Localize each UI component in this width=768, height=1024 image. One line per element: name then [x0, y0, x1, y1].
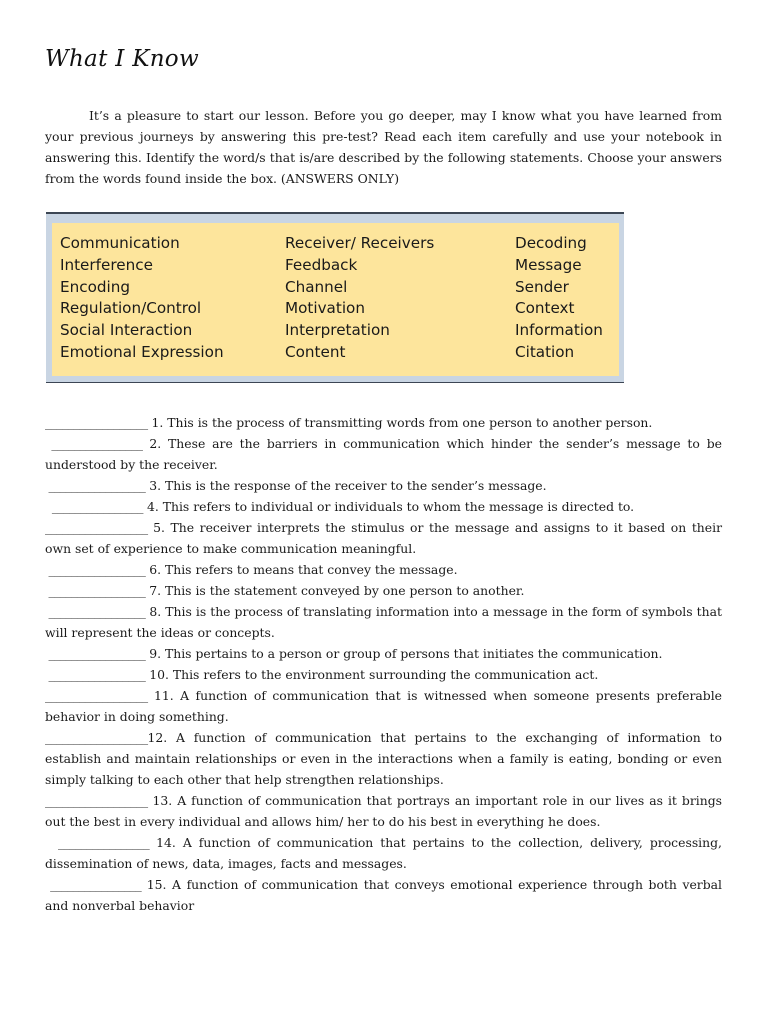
question-item: [45, 601, 722, 643]
question-text: 8. This is the process of translating information into a message in the form of symbols that will represent the ideas or concepts.: [45, 604, 722, 640]
question-text: 1. This is the process of transmitting words from one person to another person.: [147, 415, 653, 430]
question-item: [45, 685, 722, 727]
question-text: 13. A function of communication that portrays an important role in our lives as it brings out the best in every individual and allows him/ her to do his best in everything he does.: [45, 793, 722, 829]
question-item: [45, 832, 722, 874]
answer-blank[interactable]: __________________: [45, 520, 148, 535]
question-text: 11. A function of communication that is witnessed when someone presents preferable behavior in doing something.: [45, 688, 722, 724]
question-item: [45, 559, 722, 580]
question-item: [45, 664, 722, 685]
question-item: [45, 790, 722, 832]
question-text: 4. This refers to individual or individuals to whom the message is directed to.: [143, 499, 635, 514]
answer-blank[interactable]: __________________: [45, 415, 148, 430]
answer-blank[interactable]: __________________: [45, 730, 148, 745]
word-column-1: [60, 233, 224, 364]
instructions-paragraph: It’s a pleasure to start our lesson. Before you go deeper, may I know what you have learned from your previous journeys by answering this pre-test? Read each item carefully and use your notebook in answering this. Identify the word/s that is/are described by the following statements. Choose your answers from the words found inside the box. (ANSWERS ONLY): [45, 108, 722, 186]
answer-blank[interactable]: _________________: [45, 583, 146, 598]
word-box-term: Receiver/ Receivers: [285, 234, 435, 252]
question-item: [45, 643, 722, 664]
question-text: 3. This is the response of the receiver to the sender’s message.: [145, 478, 547, 493]
answer-blank[interactable]: ________________: [45, 436, 143, 451]
word-box: [46, 212, 624, 383]
word-box-term: Sender: [515, 277, 569, 296]
question-text: 12. A function of communication that pertains to the exchanging of information to establish and maintain relationships or even in the interactions when a family is eating, bonding or even simply talking to each other that help strengthen relationships.: [45, 730, 722, 787]
question-item: [45, 475, 722, 496]
word-box-term: Channel: [285, 277, 348, 296]
word-box-term: Motivation: [285, 299, 365, 318]
question-item: [45, 874, 722, 916]
word-box-term: Citation: [515, 342, 575, 361]
question-text: 14. A function of communication that pertains to the collection, delivery, processing, dissemination of news, data, images, facts and messages.: [45, 835, 722, 871]
question-text: 5. The receiver interprets the stimulus or the message and assigns to it based on their own set of experience to make communication meaningful.: [45, 520, 722, 556]
question-list: [45, 412, 722, 916]
answer-blank[interactable]: _________________: [45, 478, 146, 493]
word-box-term: Interpretation: [285, 321, 390, 340]
answer-blank[interactable]: __________________: [45, 688, 148, 703]
word-box-term: Information: [515, 321, 603, 340]
answer-blank[interactable]: __________________: [45, 793, 148, 808]
word-box-term: Decoding: [515, 234, 587, 252]
word-box-inner: [52, 223, 619, 376]
word-box-term: Emotional Expression: [60, 342, 224, 361]
answer-blank[interactable]: _________________: [45, 562, 146, 577]
word-box-term: Regulation/Control: [60, 299, 202, 318]
word-box-term: Social Interaction: [60, 321, 193, 340]
question-item: [45, 412, 722, 433]
question-item: [45, 517, 722, 559]
question-item: [45, 433, 722, 475]
answer-blank[interactable]: ________________: [45, 499, 144, 514]
answer-blank[interactable]: ________________: [45, 877, 142, 892]
question-item: [45, 727, 722, 790]
word-box-term: Interference: [60, 255, 153, 274]
answer-blank[interactable]: ________________: [45, 835, 150, 850]
question-item: [45, 580, 722, 601]
answer-blank[interactable]: _________________: [45, 604, 146, 619]
question-text: 9. This pertains to a person or group of persons that initiates the communication.: [145, 646, 663, 661]
question-text: 10. This refers to the environment surrounding the communication act.: [145, 667, 599, 682]
question-text: 6. This refers to means that convey the message.: [145, 562, 458, 577]
word-box-term: Context: [515, 299, 575, 318]
word-box-term: Content: [285, 342, 346, 361]
word-column-3: [515, 233, 603, 364]
question-text: 15. A function of communication that conveys emotional experience through both verbal and nonverbal behavior: [45, 877, 722, 913]
page-title: What I Know: [45, 46, 199, 72]
word-box-term: Encoding: [60, 277, 130, 296]
word-box-term: Message: [515, 255, 582, 274]
question-text: 2. These are the barriers in communication which hinder the sender’s message to be understood by the receiver.: [45, 436, 722, 472]
word-column-2: [285, 233, 434, 364]
question-text: 7. This is the statement conveyed by one person to another.: [145, 583, 525, 598]
word-box-term: Feedback: [285, 255, 358, 274]
answer-blank[interactable]: _________________: [45, 667, 146, 682]
question-item: [45, 496, 722, 517]
answer-blank[interactable]: _________________: [45, 646, 146, 661]
word-box-term: Communication: [60, 234, 180, 252]
